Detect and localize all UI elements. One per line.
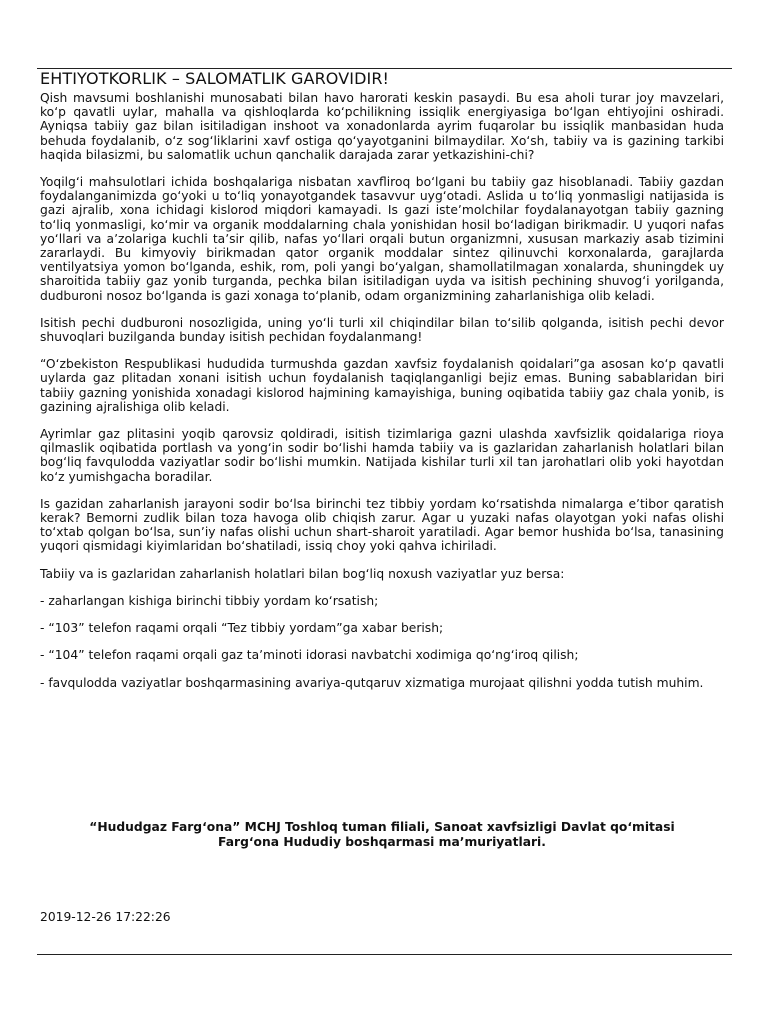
- timestamp: 2019-12-26 17:22:26: [40, 910, 171, 924]
- paragraph: Ayrimlar gaz plitasini yoqib qarovsiz qoldiradi, isitish tizimlariga gazni ulashda xavfsizlik qoidalariga rioya qilmaslik oqibatida portlash va yongʻin sodir boʻlishi hamda tabiiy va is gazlaridan zaharlanish holatlari bilan bogʻliq favqulodda vaziyatlar sodir boʻlishi mumkin. Natijada kishilar turli xil tan jarohatlari olib yoki hayotdan koʻz yumishgacha boradilar.: [40, 427, 724, 484]
- list-item: - favqulodda vaziyatlar boshqarmasining avariya-qutqaruv xizmatiga murojaat qilishni yodda tutish muhim.: [40, 675, 704, 690]
- signature-line-1: “Hududgaz Fargʻona” MCHJ Toshloq tuman filiali, Sanoat xavfsizligi Davlat qoʻmitasi: [89, 820, 675, 834]
- list-item: - “104” telefon raqami orqali gaz taʼminoti idorasi navbatchi xodimiga qoʻngʻiroq qilish;: [40, 648, 579, 663]
- paragraph: Tabiiy va is gazlaridan zaharlanish holatlari bilan bogʻliq noxush vaziyatlar yuz bersa:: [40, 566, 565, 581]
- document-signature: [40, 820, 724, 850]
- document-body: [40, 91, 724, 703]
- paragraph: “Oʻzbekiston Respublikasi hududida turmushda gazdan xavfsiz foydalanish qoidalari”ga asosan koʻp qavatli uylarda gaz plitadan xonani isitish uchun foydalanish taqiqlanganligi bejiz emas. Buning sabablaridan biri tabiiy gazning yonishida xonadagi kislorod hajmining kamayishiga, buning oqibatida tabiiy gaz chala yonib, is gazining ajralishiga olib keladi.: [40, 357, 724, 414]
- signature-line-2: Fargʻona Hududiy boshqarmasi maʼmuriyatlari.: [218, 835, 546, 849]
- list-item: - “103” telefon raqami orqali “Tez tibbiy yordam”ga xabar berish;: [40, 621, 444, 636]
- paragraph: Is gazidan zaharlanish jarayoni sodir boʻlsa birinchi tez tibbiy yordam koʻrsatishda nimalarga eʼtibor qaratish kerak? Bemorni zudlik bilan toza havoga olib chiqish zarur. Agar u yuzaki nafas olayotgan yoki nafas olishi toʻxtab qolgan boʻlsa, sunʼiy nafas olishi uchun shart-sharoit yaratiladi. Agar bemor hushida boʻlsa, tanasining yuqori qismidagi kiyimlaridan boʻshatiladi, issiq choy yoki qahva ichiriladi.: [40, 496, 724, 554]
- list-item: - zaharlangan kishiga birinchi tibbiy yordam koʻrsatish;: [40, 593, 379, 608]
- paragraph: Isitish pechi dudburoni nosozligida, uning yoʻli turli xil chiqindilar bilan toʻsilib qolganda, isitish pechi devor shuvoqlari buzilganda bunday isitish pechidan foydalanmang!: [40, 315, 724, 345]
- bottom-divider: [37, 954, 732, 955]
- document-title: EHTIYOTKORLIK – SALOMATLIK GAROVIDIR!: [40, 69, 390, 88]
- paragraph: Qish mavsumi boshlanishi munosabati bilan havo harorati keskin pasaydi. Bu esa aholi turar joy mavzelari, koʻp qavatli uylar, mahalla va qishloqlarda koʻpchilikning issiqlik energiyasiga boʻlgan ehtiyojini oshiradi. Ayniqsa tabiiy gaz bilan isitiladigan inshoot va xonadonlarda ayrim fuqarolar bu issiqlik manbasidan huda behuda foydalanib, oʻz sogʻliklarini xavf ostiga qoʻyayotganini bilmaydilar. Xoʻsh, tabiiy va is gazining tarkibi haqida bilasizmi, bu salomatlik uchun qanchalik darajada zarar yetkazishini-chi?: [40, 91, 724, 162]
- paragraph: Yoqilgʻi mahsulotlari ichida boshqalariga nisbatan xavfliroq boʻlgani bu tabiiy gaz hisoblanadi. Tabiiy gazdan foydalanganimizda goʻyoki u toʻliq yonayotgandek tasavvur uygʻotadi. Aslida u toʻliq yonmasligi natijasida is gazi ajralib, xona ichidagi kislorod miqdori kamayadi. Is gazi isteʼmolchilar foydalanayotgan tabiiy gazning toʻliq yonmasligi, koʻmir va organik moddalarning chala yonishidan hosil boʻladigan birikmadir. U yuqori nafas yoʻllari va aʼzolariga kuchli taʼsir qilib, nafas yoʻllari orqali butun organizmni, xususan markaziy asab tizimini zararlaydi. Bu kimyoviy birikmadan qator organik moddalar sintez qilinuvchi korxonalarda, garajlarda ventilyatsiya yomon boʻlganda, eshik, rom, poli yangi boʻyalgan, shamollatilmagan xonalarda, shuningdek uy sharoitida tabiiy gaz yonib turganda, pechka bilan isitiladigan uyda va isitish pechining shuvogʻi yorilganda, dudburoni nosoz boʻlganda is gazi xonaga toʻplanib, odam organizmining zaharlanishiga olib keladi.: [40, 175, 724, 303]
